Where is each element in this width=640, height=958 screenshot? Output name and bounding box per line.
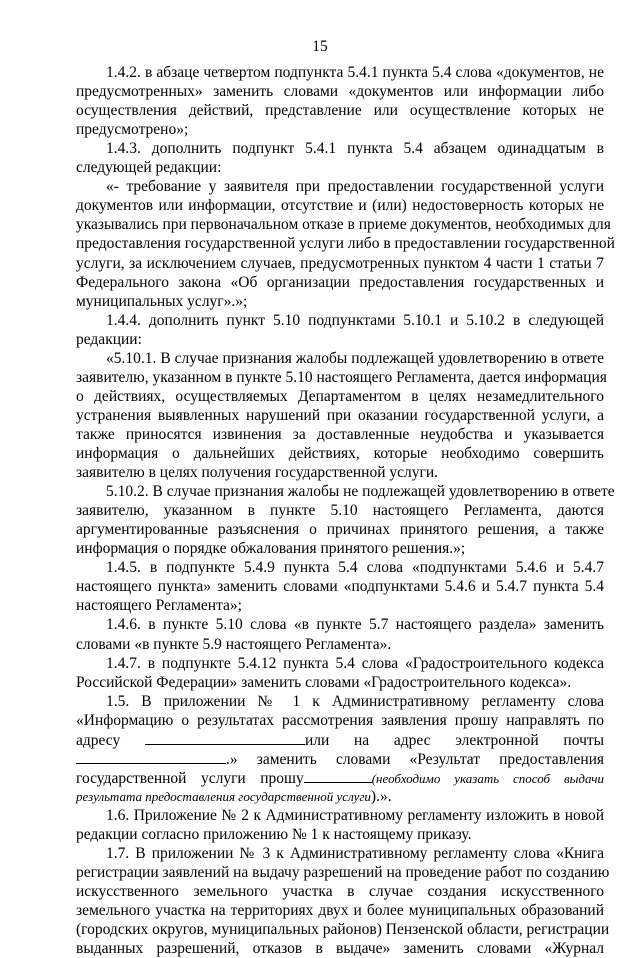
text-span: адрес xyxy=(393,731,431,749)
text-line: аргументированные разъяснения о причинах принятого решения, а также xyxy=(76,521,604,539)
text-line: 1.4.2. в абзаце четвертом подпункта 5.4.1 пункта 5.4 слова «документов, не xyxy=(106,64,604,81)
text-line: заявителю, указанном в пункте 5.10 настоящего Регламента, дается информация xyxy=(76,368,607,386)
text-line: также приносятся извинения за доставленные неудобства и указывается xyxy=(76,425,604,443)
text-line: устранения выявленных нарушений при оказании государственной услуги, а xyxy=(76,406,604,424)
text-line: 1.4.7. в подпункте 5.4.12 пункта 5.4 слова «Градостроительного кодекса xyxy=(106,654,604,672)
text-span: «Результат xyxy=(409,750,481,768)
text-line: услуги, за исключением случаев, предусмотренных пунктом 4 части 1 статьи 7 xyxy=(76,254,604,272)
blank-group xyxy=(145,732,329,749)
text-span: .» xyxy=(226,750,238,768)
text-span: на xyxy=(353,731,370,749)
text-span: словами xyxy=(335,750,391,768)
text-span: результата предоставления государственной услуги xyxy=(76,788,371,804)
text-line: «5.10.1. В случае признания жалобы подлежащей удовлетворению в ответе xyxy=(106,349,604,367)
text-line: «- требование у заявителя при предоставлении государственной услуги xyxy=(106,178,604,196)
text-span: (необходимо указать способ выдачи xyxy=(371,770,605,786)
text-line: 1.4.4. дополнить пункт 5.10 подпунктами 5.10.1 и 5.10.2 в следующей xyxy=(106,311,604,329)
text-line: 1.4.3. дополнить подпункт 5.4.1 пункта 5.4 абзацем одинадцатым в xyxy=(106,140,604,158)
text-line: 5.10.2. В случае признания жалобы не подлежащей удовлетворению в ответе xyxy=(106,483,615,501)
blank-group xyxy=(76,751,238,768)
text-line: 1.4.5. в подпункте 5.4.9 пункта 5.4 слова «подпунктами 5.4.6 и 5.4.7 xyxy=(106,559,604,577)
text-line: следующей редакции: xyxy=(76,159,222,177)
text-line: предусмотрено»; xyxy=(76,121,189,139)
text-line: предусмотренных» заменить словами «документов или информации либо xyxy=(76,83,604,101)
text-line: словами «в пункте 5.9 настоящего Регламента». xyxy=(76,635,392,653)
text-span: государственной услуги прошу xyxy=(76,769,304,787)
text-line: редакции согласно приложению № 1 к настоящему приказу. xyxy=(76,826,472,843)
text-line: заявителю в целях получения государственной услуги. xyxy=(76,464,439,482)
text-line: информация о дальнейших действиях, которые необходимо совершить xyxy=(76,445,604,462)
text-span: электронной xyxy=(455,731,539,749)
text-line: муниципальных услуг».»; xyxy=(76,292,248,310)
text-line: указывались при первоначальном отказе в приеме документов, необходимых для xyxy=(76,216,611,234)
text-span: или xyxy=(304,731,330,749)
text-line: осуществления действий, представление или осуществление которых не xyxy=(76,102,604,120)
form-text-line xyxy=(76,730,604,749)
text-line: (городских округов, муниципальных районов) Пензенской области, регистрации xyxy=(76,921,610,939)
text-line: 1.5. В приложении № 1 к Административному регламенту слова xyxy=(106,692,604,710)
page-number: 15 xyxy=(312,38,328,55)
blank-group xyxy=(304,770,604,787)
text-line: о действиях, осуществляемых Департаментом в целях незамедлительного xyxy=(76,387,604,405)
text-span: предоставления xyxy=(499,750,605,768)
fill-in-blank xyxy=(304,768,372,783)
fill-in-blank xyxy=(145,730,305,745)
text-span: заменить xyxy=(256,750,317,768)
form-text-line xyxy=(76,787,604,806)
text-line: Федерального закона «Об организации предоставления государственных и xyxy=(76,273,604,291)
text-line: заявителю, указанном в пункте 5.10 настоящего Регламента, даются xyxy=(76,502,604,520)
form-text-line xyxy=(76,749,604,768)
text-line: настоящего Регламента»; xyxy=(76,597,242,615)
text-span: ).». xyxy=(370,787,392,805)
text-line: документов или информации, отсутствие и (или) недостоверность которых не xyxy=(76,197,604,215)
text-span: адресу xyxy=(76,731,121,749)
text-line: «Информацию о результатах рассмотрения заявления прошу направлять по xyxy=(76,711,604,729)
text-line: предоставления государственной услуги либо в предоставлении государственной xyxy=(76,235,615,253)
text-line: 1.7. В приложении № 3 к Административному регламенту слова «Книга xyxy=(106,845,604,863)
text-line: Российской Федерации» заменить словами «Градостроительного кодекса». xyxy=(76,673,572,691)
text-line: настоящего пункта» заменить словами «подпунктами 5.4.6 и 5.4.7 пункта 5.4 xyxy=(76,578,604,596)
text-line: информация о порядке обжалования принятого решения.»; xyxy=(76,540,466,558)
text-line: регистрации заявлений на выдачу разрешений на проведение работ по созданию xyxy=(76,864,610,882)
text-line: искусственного земельного участка в случае создания искусственного xyxy=(76,883,604,901)
text-line: выданных разрешений, отказов в выдаче» заменить словами «Журнал xyxy=(76,940,604,958)
fill-in-blank xyxy=(76,749,226,764)
text-line: 1.6. Приложение № 2 к Административному регламенту изложить в новой xyxy=(106,806,604,824)
text-span: почты xyxy=(563,731,605,749)
text-line: 1.4.6. в пункте 5.10 слова «в пункте 5.7 настоящего раздела» заменить xyxy=(106,616,604,634)
form-text-line xyxy=(76,768,604,787)
text-line: земельного участка на территориях двух и более муниципальных образований xyxy=(76,902,604,920)
text-line: редакции: xyxy=(76,330,142,348)
